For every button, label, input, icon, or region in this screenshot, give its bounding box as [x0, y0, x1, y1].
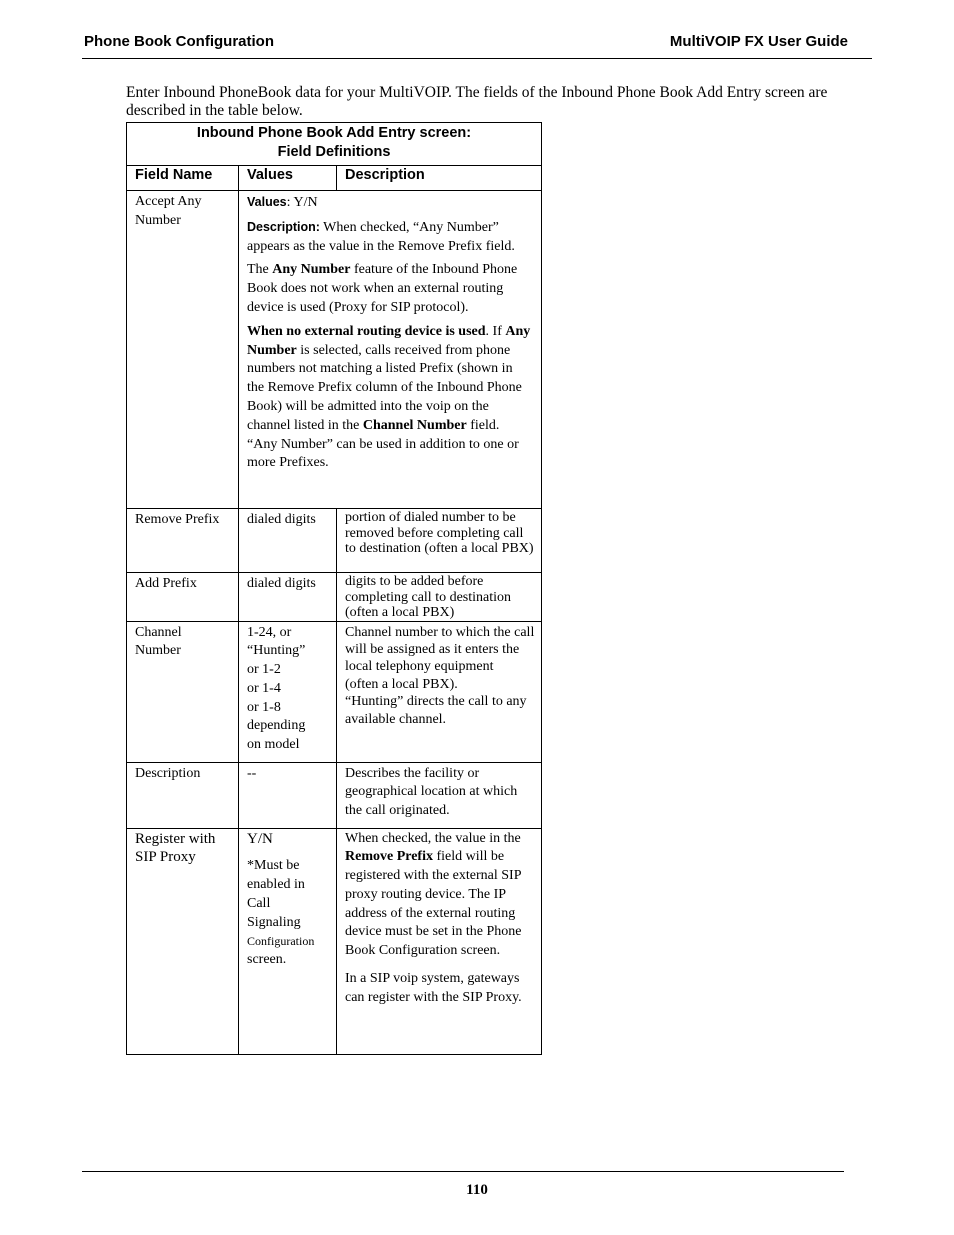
column-header-values: Values — [239, 166, 337, 191]
bold-run: Any Number — [247, 323, 531, 358]
description-cell: Describes the facility or geographical location at which the call originated. — [337, 762, 542, 828]
value-line: or 1-8 — [247, 699, 281, 715]
values-cell: -- — [239, 762, 337, 828]
text-run: is selected, calls received from phone numbers not matching a listed Prefix (shown in the Remove Prefix column of the Inbound Phone Book) will be admitted into the voip on the channel listed in the — [247, 342, 522, 433]
values-label: Values — [247, 195, 287, 209]
footer-rule — [82, 1171, 844, 1172]
text-run: feature of the Inbound Phone Book does not work when an external routing device is used (Proxy for SIP protocol). — [247, 262, 518, 315]
bold-run: When no external routing device is used — [247, 323, 486, 339]
field-name-cell: Description — [127, 762, 239, 828]
value-note — [247, 857, 319, 970]
description-cell — [337, 828, 542, 1054]
table-caption — [127, 123, 542, 166]
text-run: field. “Any Number” can be used in addition to one or more Prefixes. — [247, 417, 519, 471]
field-name-line: Accept Any — [135, 194, 202, 209]
note-text: *Must be enabled in Call Signaling — [247, 858, 305, 930]
table-row-add-prefix — [127, 573, 542, 622]
column-header-row — [127, 166, 542, 191]
value-line: or 1-2 — [247, 662, 281, 678]
values-cell: dialed digits — [239, 509, 337, 573]
bold-run: Remove Prefix — [345, 849, 433, 865]
note-text-small: Configuration — [247, 934, 315, 949]
column-header-description: Description — [337, 166, 542, 191]
intro-paragraph: Enter Inbound PhoneBook data for your MultiVOIP. The fields of the Inbound Phone Book Add Entry screen are described in the table below. — [126, 84, 828, 119]
running-header-title: MultiVOIP FX User Guide — [669, 33, 848, 50]
values-cell: dialed digits — [239, 573, 337, 622]
field-name-cell — [127, 828, 239, 1054]
values-text: : Y/N — [286, 195, 318, 210]
table-row-register-sip-proxy — [127, 828, 542, 1054]
field-definitions-table — [126, 122, 542, 1055]
table-row-channel-number — [127, 621, 542, 762]
value-line: on model — [247, 737, 300, 753]
description-cell — [337, 621, 542, 762]
note-text: screen. — [247, 952, 287, 968]
caption-line-2: Field Definitions — [277, 144, 391, 160]
description-cell: digits to be added before completing call to destination (often a local PBX) — [337, 573, 542, 622]
running-header-section: Phone Book Configuration — [84, 33, 274, 50]
no-routing-device-note — [247, 323, 531, 473]
field-name-cell: Remove Prefix — [127, 509, 239, 573]
text-run: . If — [485, 323, 506, 339]
caption-line-1: Inbound Phone Book Add Entry screen: — [196, 125, 472, 141]
field-name-cell — [127, 621, 239, 762]
bold-run: Channel Number — [362, 417, 467, 433]
field-name-cell — [127, 191, 239, 509]
header-rule — [82, 58, 872, 59]
description-line: (often a local PBX). — [345, 676, 458, 692]
value-line: “Hunting” — [247, 643, 306, 659]
column-header-field-name: Field Name — [127, 166, 239, 191]
description-paragraph: In a SIP voip system, gateways can register with the SIP Proxy. — [345, 971, 522, 1005]
description-line: Channel number to which the call will be assigned as it enters the local telephony equipment — [345, 624, 535, 675]
field-name-line: Number — [135, 212, 181, 228]
value-line: Y/N — [247, 830, 273, 847]
text-run: field will be registered with the external SIP proxy routing device. The IP address of the external routing device must be set in the Phone Book Configuration screen. — [345, 849, 522, 959]
bold-run: Any Number — [272, 262, 351, 278]
field-name-cell: Add Prefix — [127, 573, 239, 622]
text-run: When checked, the value in the — [345, 830, 521, 846]
description-paragraph — [247, 218, 531, 257]
value-line: depending — [247, 718, 306, 734]
values-line — [247, 193, 531, 213]
any-number-note — [247, 261, 531, 317]
table-caption-row — [127, 123, 542, 166]
description-cell: portion of dialed number to be removed before completing call to destination (often a local PBX) — [337, 509, 542, 573]
description-label: Description: — [247, 219, 320, 234]
description-line: “Hunting” directs the call to any available channel. — [345, 694, 527, 727]
page-number: 110 — [466, 1182, 488, 1198]
table-row-description — [127, 762, 542, 828]
text-run: The — [247, 262, 273, 278]
table-row-remove-prefix — [127, 509, 542, 573]
field-name-line: Register with — [135, 830, 216, 847]
merged-values-description-cell — [239, 191, 542, 509]
description-paragraph — [345, 830, 535, 962]
values-cell — [239, 621, 337, 762]
field-name-line: SIP Proxy — [135, 849, 196, 866]
values-cell — [239, 828, 337, 1054]
field-name-line: Number — [135, 643, 181, 659]
description-text: When checked, “Any Number” appears as the value in the Remove Prefix field. — [247, 219, 515, 254]
table-row-accept-any-number — [127, 191, 542, 509]
value-line: 1-24, or — [247, 624, 292, 640]
value-line: or 1-4 — [247, 680, 281, 696]
field-name-line: Channel — [135, 624, 182, 640]
